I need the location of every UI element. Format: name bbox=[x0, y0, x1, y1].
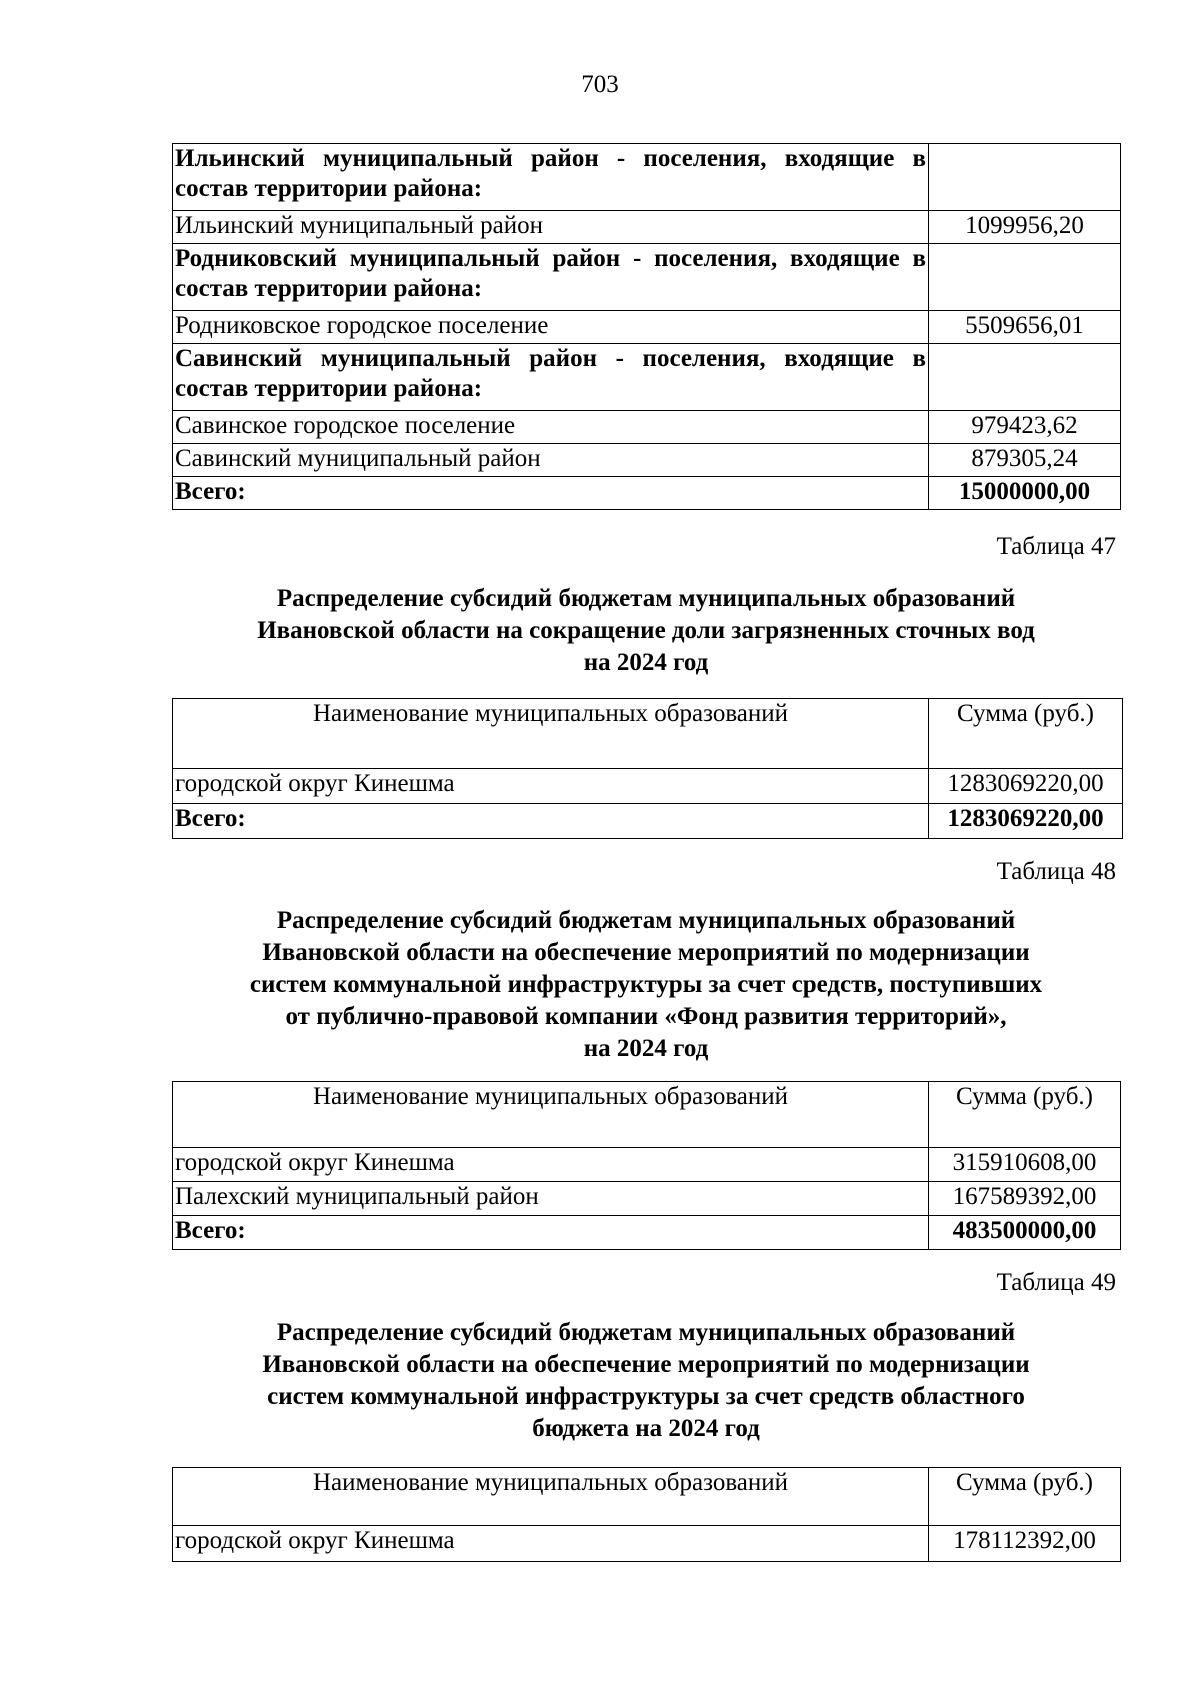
title-line: Ивановской области на сокращение доли загрязненных сточных вод bbox=[257, 617, 1035, 644]
table-cell-amount bbox=[929, 244, 1121, 311]
table-49 bbox=[172, 1467, 1121, 1562]
table-48 bbox=[172, 1081, 1121, 1250]
title-line: систем коммунальной инфраструктуры за счет средств областного bbox=[267, 1383, 1025, 1410]
title-line: Распределение субсидий бюджетам муниципальных образований bbox=[276, 1319, 1016, 1346]
table-cell-name: городской округ Кинешма bbox=[173, 1526, 929, 1562]
table-cell-name: Родниковский муниципальный район - поселения, входящие в состав территории района: bbox=[173, 244, 929, 311]
table-row bbox=[173, 1182, 1121, 1216]
table-row bbox=[173, 411, 1121, 444]
table-cell-name: Всего: bbox=[173, 477, 929, 510]
table-cell-name: городской округ Кинешма bbox=[173, 1148, 929, 1182]
table-row bbox=[173, 1526, 1121, 1562]
table-cell-name: Савинский муниципальный район - поселения, входящие в состав территории района: bbox=[173, 344, 929, 411]
table-cell-name: Всего: bbox=[173, 1216, 929, 1250]
table-header-row bbox=[173, 1468, 1121, 1526]
table-row bbox=[173, 144, 1121, 211]
table-row bbox=[173, 769, 1123, 804]
title-line: Распределение субсидий бюджетам муниципальных образований bbox=[276, 585, 1016, 612]
title-line: от публично-правовой компании «Фонд развития территорий», bbox=[285, 1003, 1007, 1030]
column-header-amount: Сумма (руб.) bbox=[929, 1468, 1121, 1526]
page-number: 703 bbox=[581, 71, 619, 98]
table-row bbox=[173, 311, 1121, 344]
table-cell-name: Савинское городское поселение bbox=[173, 411, 929, 444]
table-cell-amount: 1283069220,00 bbox=[929, 769, 1123, 804]
title-line: Ивановской области на обеспечение мероприятий по модернизации bbox=[262, 939, 1030, 966]
continued-table bbox=[172, 143, 1121, 510]
table-cell-amount: 315910608,00 bbox=[929, 1148, 1121, 1182]
table-48-caption: Таблица 48 bbox=[996, 858, 1116, 885]
title-line: Распределение субсидий бюджетам муниципальных образований bbox=[276, 907, 1016, 934]
table-48-title bbox=[172, 905, 1120, 1065]
table-row bbox=[173, 211, 1121, 244]
table-cell-name: Савинский муниципальный район bbox=[173, 444, 929, 477]
title-line: Ивановской области на обеспечение мероприятий по модернизации bbox=[262, 1351, 1030, 1378]
table-header-row bbox=[173, 1082, 1121, 1148]
column-header-name: Наименование муниципальных образований bbox=[173, 1468, 929, 1526]
table-cell-name: городской округ Кинешма bbox=[173, 769, 929, 804]
table-49-caption: Таблица 49 bbox=[996, 1269, 1116, 1296]
table-cell-name: Всего: bbox=[173, 804, 929, 839]
table-cell-name: Родниковское городское поселение bbox=[173, 311, 929, 344]
table-row bbox=[173, 1148, 1121, 1182]
column-header-name: Наименование муниципальных образований bbox=[173, 699, 929, 769]
table-cell-amount: 979423,62 bbox=[929, 411, 1121, 444]
table-cell-amount: 178112392,00 bbox=[929, 1526, 1121, 1562]
table-cell-amount: 15000000,00 bbox=[929, 477, 1121, 510]
table-cell-name: Ильинский муниципальный район - поселения, входящие в состав территории района: bbox=[173, 144, 929, 211]
table-cell-amount: 1099956,20 bbox=[929, 211, 1121, 244]
table-row bbox=[173, 344, 1121, 411]
table-cell-amount: 483500000,00 bbox=[929, 1216, 1121, 1250]
table-49-title bbox=[172, 1317, 1120, 1445]
table-cell-amount bbox=[929, 344, 1121, 411]
table-total-row bbox=[173, 1216, 1121, 1250]
table-cell-amount: 167589392,00 bbox=[929, 1182, 1121, 1216]
table-cell-name: Ильинский муниципальный район bbox=[173, 211, 929, 244]
table-row bbox=[173, 244, 1121, 311]
table-cell-name: Палехский муниципальный район bbox=[173, 1182, 929, 1216]
table-header-row bbox=[173, 699, 1123, 769]
title-line: на 2024 год bbox=[583, 649, 709, 676]
table-cell-amount: 5509656,01 bbox=[929, 311, 1121, 344]
table-cell-amount: 879305,24 bbox=[929, 444, 1121, 477]
title-line: на 2024 год bbox=[583, 1035, 709, 1062]
table-total-row bbox=[173, 477, 1121, 510]
table-total-row bbox=[173, 804, 1123, 839]
column-header-name: Наименование муниципальных образований bbox=[173, 1082, 929, 1148]
table-47-title bbox=[172, 583, 1120, 679]
title-line: систем коммунальной инфраструктуры за счет средств, поступивших bbox=[249, 971, 1043, 998]
table-cell-amount bbox=[929, 144, 1121, 211]
title-line: бюджета на 2024 год bbox=[532, 1415, 760, 1442]
column-header-amount: Сумма (руб.) bbox=[929, 1082, 1121, 1148]
table-row bbox=[173, 444, 1121, 477]
table-47 bbox=[172, 698, 1123, 839]
table-47-caption: Таблица 47 bbox=[996, 533, 1116, 560]
column-header-amount: Сумма (руб.) bbox=[929, 699, 1123, 769]
table-cell-amount: 1283069220,00 bbox=[929, 804, 1123, 839]
